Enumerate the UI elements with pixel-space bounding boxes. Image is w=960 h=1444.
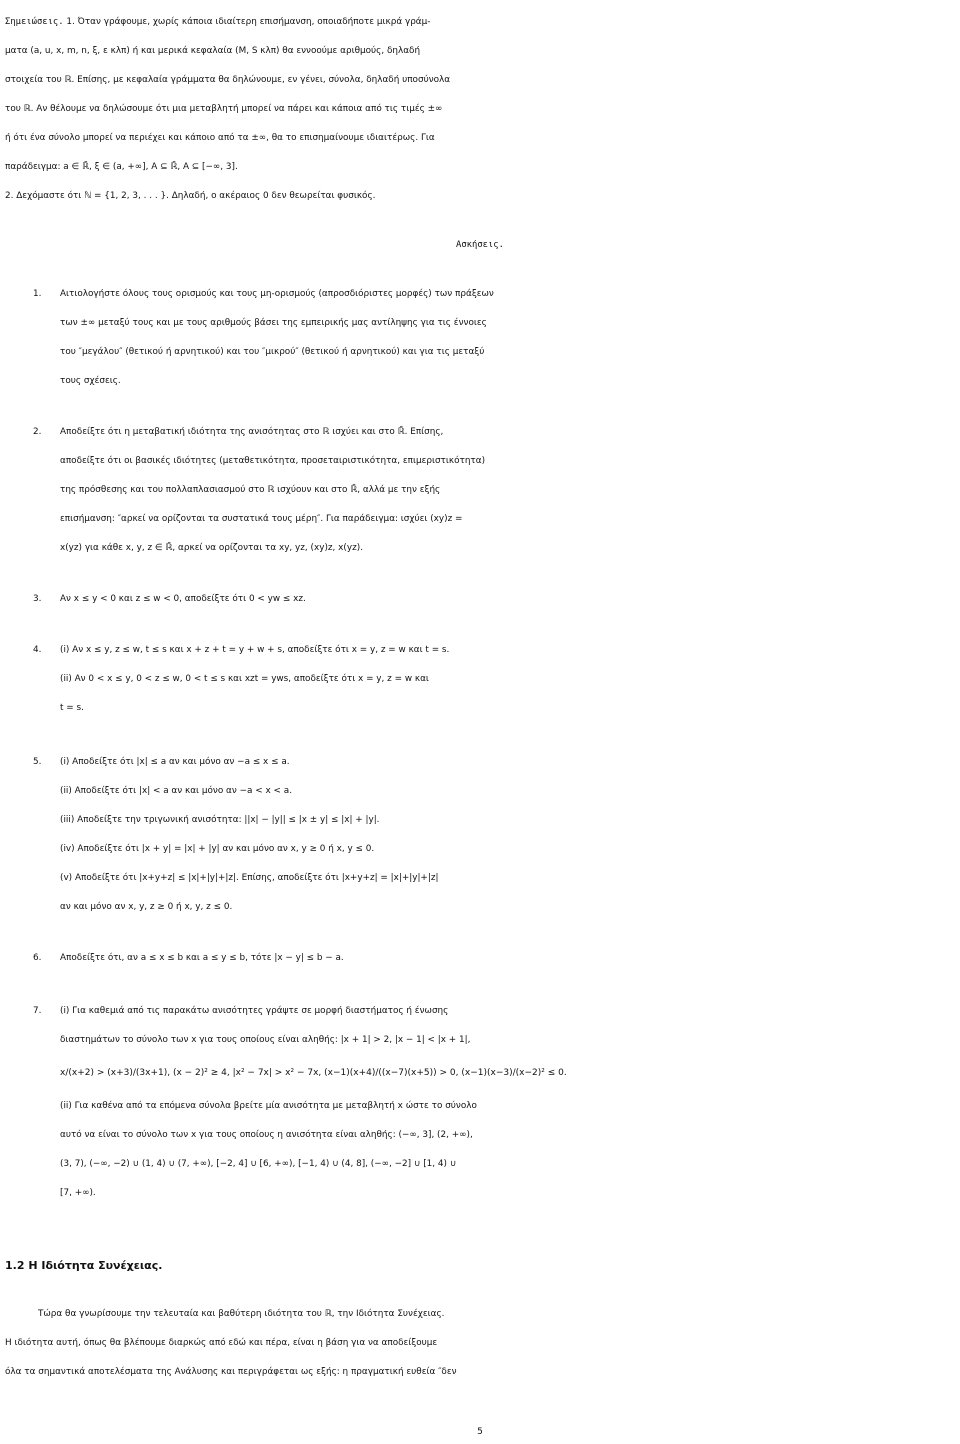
notes-title: Σημειώσεις.: [5, 17, 64, 27]
note-1-line: ή ότι ένα σύνολο μπορεί να περιέχει και κάποιο από τα ±∞, θα το επισημαίνουμε ιδιαιτέρως. Για: [5, 133, 435, 143]
exercise-number: 2.: [33, 427, 42, 437]
note-1-line: παράδειγμα: a ∈ ℝ̄, ξ ∈ (a, +∞], A ⊆ ℝ̄, A ⊆ [−∞, 3].: [5, 162, 238, 172]
exercise-2-line: αποδείξτε ότι οι βασικές ιδιότητες (μεταθετικότητα, προσεταιριστικότητα, επιμεριστικότητα): [60, 456, 486, 466]
exercise-4-line: 4. (i) Αν x ≤ y, z ≤ w, t ≤ s και x + z + t = y + w + s, αποδείξτε ότι x = y, z = w και t = s.: [60, 638, 957, 662]
exercise-6-line: 6. Αποδείξτε ότι, αν a ≤ x ≤ b και a ≤ y ≤ b, τότε |x − y| ≤ b − a.: [60, 946, 957, 970]
page-number: 5: [477, 1427, 483, 1437]
exercise-7-line: (3, 7), (−∞, −2) ∪ (1, 4) ∪ (7, +∞), [−2, 4] ∪ [6, +∞), [−1, 4) ∪ (4, 8], (−∞, −2] ∪ [1, 4) ∪: [60, 1159, 457, 1169]
exercise-7-line: x/(x+2) > (x+3)/(3x+1), (x − 2)² ≥ 4, |x² − 7x| > x² − 7x, (x−1)(x+4)/((x−7)(x+5)) > 0, (x−1)(x−3)/(x−2)² ≤ 0.: [60, 1068, 567, 1078]
exercise-2-line: της πρόσθεσης και του πολλαπλασιασμού στο ℝ ισχύουν και στο ℝ̄, αλλά με την εξής: [60, 485, 441, 495]
exercise-5-line: 5. (i) Αποδείξτε ότι |x| ≤ a αν και μόνο αν −a ≤ x ≤ a.: [60, 750, 957, 774]
exercise-7-line: (ii) Για καθένα από τα επόμενα σύνολα βρείτε μία ανισότητα με μεταβλητή x ώστε το σύνολο: [60, 1101, 477, 1111]
exercise-number: 6.: [33, 953, 42, 963]
exercise-number: 5.: [33, 757, 42, 767]
note-2: 2. Δεχόμαστε ότι ℕ = {1, 2, 3, . . . }. Δηλαδή, ο ακέραιος 0 δεν θεωρείται φυσικός.: [5, 191, 376, 201]
exercise-2-line: 2. Αποδείξτε ότι η μεταβατική ιδιότητα της ανισότητας στο ℝ ισχύει και στο ℝ̄. Επίσης,: [60, 420, 957, 444]
section-line: όλα τα σημαντικά αποτελέσματα της Ανάλυσης και περιγράφεται ως εξής: η πραγματική ευθεία ″δεν: [5, 1367, 457, 1377]
exercise-3-line: 3. Αν x ≤ y < 0 και z ≤ w < 0, αποδείξτε ότι 0 < yw ≤ xz.: [60, 587, 957, 611]
notes-line-1: [5, 10, 957, 34]
note-1-line: ματα (a, u, x, m, n, ξ, ε κλπ) ή και μερικά κεφαλαία (M, S κλπ) θα εννοούμε αριθμούς, δηλαδή: [5, 46, 421, 56]
exercise-2-line: επισήμανση: ″αρκεί να ορίζονται τα συστατικά τους μέρη″. Για παράδειγμα: ισχύει (xy)z =: [60, 514, 463, 524]
exercises-title: Ασκήσεις.: [456, 240, 504, 250]
note-1-line: στοιχεία του ℝ. Επίσης, με κεφαλαία γράμματα θα δηλώνουμε, εν γένει, σύνολα, δηλαδή υποσύνολα: [5, 75, 451, 85]
exercise-7-line: αυτό να είναι το σύνολο των x για τους οποίους η ανισότητα είναι αληθής: (−∞, 3], (2, +∞),: [60, 1130, 473, 1140]
exercise-2-line: x(yz) για κάθε x, y, z ∈ ℝ̄, αρκεί να ορίζονται τα xy, yz, (xy)z, x(yz).: [60, 543, 364, 553]
exercise-5-line: (ii) Αποδείξτε ότι |x| < a αν και μόνο αν −a < x < a.: [60, 786, 293, 796]
exercise-5-line: αν και μόνο αν x, y, z ≥ 0 ή x, y, z ≤ 0.: [60, 902, 233, 912]
exercise-1-line: του ″μεγάλου″ (θετικού ή αρνητικού) και του ″μικρού″ (θετικού ή αρνητικού) και για τις μεταξύ: [60, 347, 485, 357]
exercise-number: 3.: [33, 594, 42, 604]
exercise-1-line: 1. Αιτιολογήστε όλους τους ορισμούς και τους μη-ορισμούς (απροσδιόριστες μορφές) των πράξεων: [60, 282, 957, 306]
exercise-number: 7.: [33, 1006, 42, 1016]
section-line: Η ιδιότητα αυτή, όπως θα βλέπουμε διαρκώς από εδώ και πέρα, είναι η βάση για να αποδείξουμε: [5, 1338, 438, 1348]
note-1-text: Όταν γράφουμε, χωρίς κάποια ιδιαίτερη επισήμανση, οποιαδήποτε μικρά γράμ-: [77, 17, 431, 27]
exercise-number: 1.: [33, 289, 42, 299]
exercise-1-line: τους σχέσεις.: [60, 376, 121, 386]
exercise-1-line: των ±∞ μεταξύ τους και με τους αριθμούς βάσει της εμπειρικής μας αντίληψης για τις έννοιες: [60, 318, 487, 328]
note-1-label: 1.: [66, 17, 75, 27]
exercise-number: 4.: [33, 645, 42, 655]
exercise-5-line: (iv) Αποδείξτε ότι |x + y| = |x| + |y| αν και μόνο αν x, y ≥ 0 ή x, y ≤ 0.: [60, 844, 375, 854]
exercise-7-line: [7, +∞).: [60, 1188, 96, 1198]
exercise-7-line: 7. (i) Για καθεμιά από τις παρακάτω ανισότητες γράψτε σε μορφή διαστήματος ή ένωσης: [60, 999, 957, 1023]
exercise-4-line: (ii) Αν 0 < x ≤ y, 0 < z ≤ w, 0 < t ≤ s και xzt = yws, αποδείξτε ότι x = y, z = w και: [60, 674, 429, 684]
exercise-7-line: διαστημάτων το σύνολο των x για τους οποίους είναι αληθής: |x + 1| > 2, |x − 1| < |x + 1|,: [60, 1035, 471, 1045]
exercise-5-line: (v) Αποδείξτε ότι |x+y+z| ≤ |x|+|y|+|z|. Επίσης, αποδείξτε ότι |x+y+z| = |x|+|y|+|z|: [60, 873, 439, 883]
exercise-4-line: t = s.: [60, 703, 84, 713]
note-1-line: του ℝ. Αν θέλουμε να δηλώσουμε ότι μια μεταβλητή μπορεί να πάρει και κάποια από τις τιμές ±∞: [5, 104, 443, 114]
section-title: 1.2 Η Ιδιότητα Συνέχειας.: [5, 1259, 163, 1272]
section-line: Τώρα θα γνωρίσουμε την τελευταία και βαθύτερη ιδιότητα του ℝ, την Ιδιότητα Συνέχειας.: [38, 1309, 445, 1319]
exercise-5-line: (iii) Αποδείξτε την τριγωνική ανισότητα: ||x| − |y|| ≤ |x ± y| ≤ |x| + |y|.: [60, 815, 380, 825]
